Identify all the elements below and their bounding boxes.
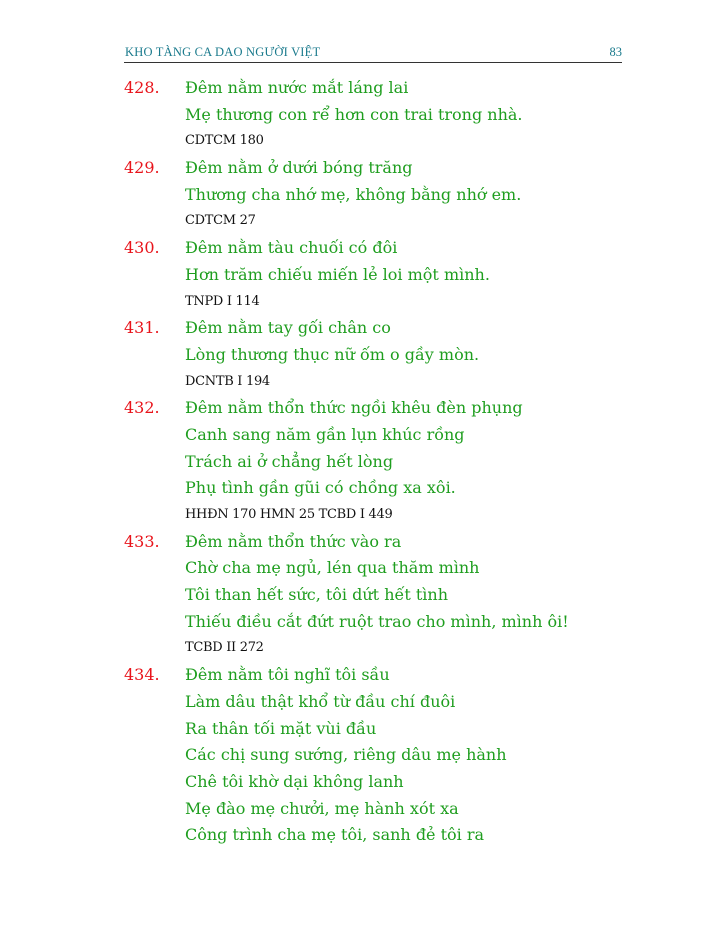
verse-line: Làm dâu thật khổ từ đầu chí đuôi: [185, 691, 456, 711]
verse-line: Mẹ thương con rể hơn con trai trong nhà.: [185, 104, 523, 124]
verse-line: Đêm nằm tôi nghĩ tôi sầu: [185, 665, 390, 685]
entry-number: 428.: [124, 78, 160, 97]
source-reference: TNPD I 114: [185, 293, 260, 309]
poem-entry: [0, 529, 723, 662]
source-reference: CDTCM 27: [185, 213, 256, 229]
book-title: KHO TÀNG CA DAO NGƯỜI VIỆT: [125, 45, 321, 59]
verse-line: Phụ tình gần gũi có chồng xa xôi.: [185, 478, 456, 498]
verse-line: Thương cha nhớ mẹ, không bằng nhớ em.: [185, 184, 522, 204]
poem-entry: [0, 395, 723, 528]
poem-entry: [0, 235, 723, 315]
verse-line: Thiếu điều cắt đứt ruột trao cho mình, mình ôi!: [185, 611, 569, 631]
verse-line: Chờ cha mẹ ngủ, lén qua thăm mình: [185, 558, 480, 578]
page-number: 83: [609, 45, 622, 59]
page-header: [124, 44, 622, 63]
verse-line: Mẹ đào mẹ chưởi, mẹ hành xót xa: [185, 798, 459, 818]
poem-entry: [0, 315, 723, 395]
poem-entry: [0, 662, 723, 849]
poem-entry: [0, 155, 723, 235]
verse-line: Chê tôi khờ dại không lanh: [185, 771, 404, 791]
verse-line: Đêm nằm thổn thức ngồi khêu đèn phụng: [185, 398, 523, 418]
entry-number: 429.: [124, 158, 160, 178]
entry-number: 430.: [124, 238, 160, 258]
verse-line: Công trình cha mẹ tôi, sanh đẻ tôi ra: [185, 825, 485, 845]
source-reference: HHĐN 170 HMN 25 TCBD I 449: [185, 507, 393, 522]
source-reference: DCNTB I 194: [185, 373, 270, 389]
verse-line: Đêm nằm nước mắt láng lai: [185, 78, 409, 97]
verse-line: Đêm nằm tàu chuối có đôi: [185, 238, 398, 258]
verse-line: Hơn trăm chiếu miến lẻ loi một mình.: [185, 264, 490, 284]
entry-number: 432.: [124, 398, 160, 418]
verse-line: Lòng thương thục nữ ốm o gầy mòn.: [185, 344, 480, 364]
verse-line: Đêm nằm tay gối chân co: [185, 318, 391, 338]
entry-number: 433.: [124, 531, 160, 551]
verse-line: Đêm nằm thổn thức vào ra: [185, 531, 402, 551]
verse-line: Ra thân tối mặt vùi đầu: [185, 718, 377, 738]
verse-line: Canh sang năm gần lụn khúc rồng: [185, 424, 465, 444]
verse-line: Trách ai ở chẳng hết lòng: [185, 451, 394, 471]
verse-line: Tôi than hết sức, tôi dứt hết tình: [185, 585, 449, 605]
source-reference: CDTCM 180: [185, 133, 264, 149]
entry-number: 434.: [124, 665, 160, 685]
source-reference: TCBD II 272: [185, 640, 264, 656]
poem-list: [0, 75, 723, 849]
verse-line: Các chị sung sướng, riêng dâu mẹ hành: [185, 745, 507, 765]
entry-number: 431.: [124, 318, 160, 338]
poem-entry: [0, 75, 723, 155]
verse-line: Đêm nằm ở dưới bóng trăng: [185, 158, 413, 178]
